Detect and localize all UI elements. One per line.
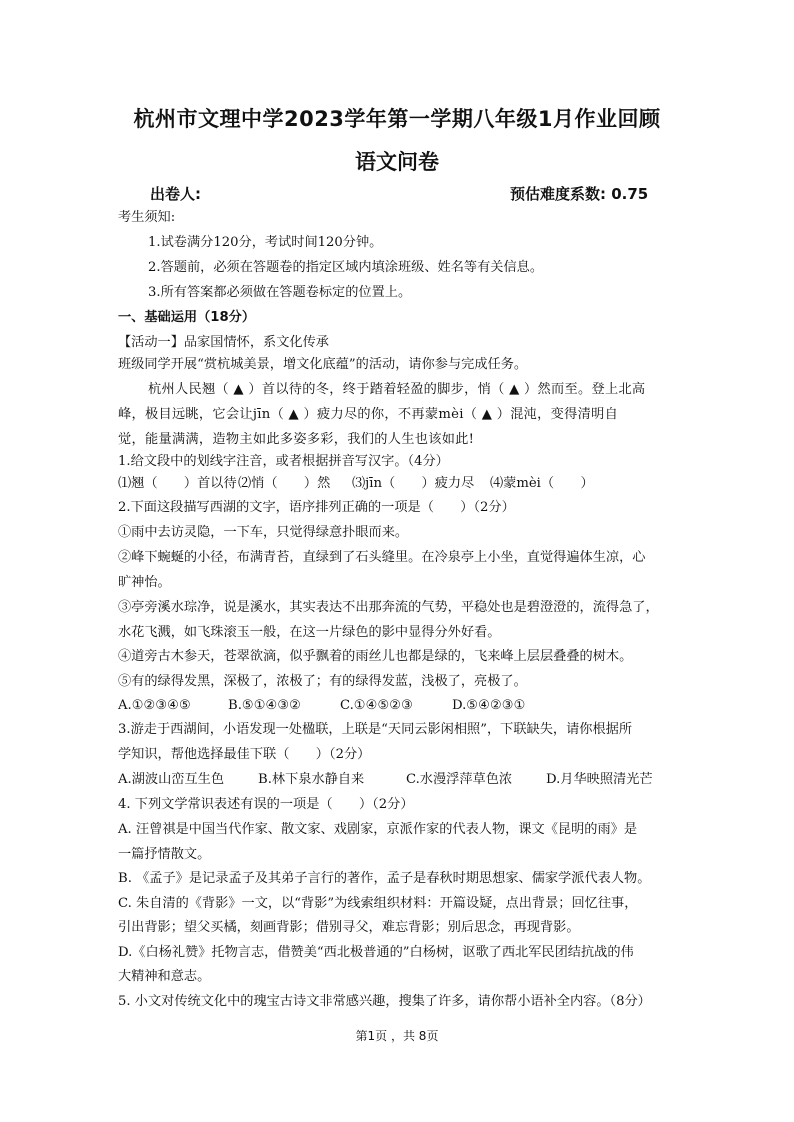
question-4-line: 大精神和意志。 xyxy=(118,969,211,984)
option: ⑵悄（ ）然 xyxy=(238,476,331,491)
notice-item: 3.所有答案都必须做在答题卷标定的位置上。 xyxy=(148,285,412,300)
option: ⑷蒙mèi（ ） xyxy=(490,476,594,491)
option: ⑶jīn（ ）疲力尽 xyxy=(352,476,475,491)
question-2-line: ④道旁古木参天，苍翠欲滴，似乎飘着的雨丝儿也都是绿的，飞来峰上层层叠叠的树木。 xyxy=(118,649,633,664)
question-4-line: C. 朱自清的《背影》一文，以“背影”为线索组织材料：开篇设疑，点出背景；回忆往事， xyxy=(118,896,638,911)
difficulty-label: 预估难度系数: 0.75 xyxy=(510,185,649,203)
question-4-stem: 4. 下列文学常识表述有误的一项是（ ）（2分） xyxy=(118,797,414,812)
passage-line: 觉，能量满满，造物主如此多姿多彩，我们的人生也该如此! xyxy=(118,432,475,447)
activity-intro: 班级同学开展“赏杭城美景，增文化底蕴”的活动，请你参与完成任务。 xyxy=(118,357,528,372)
option: ⑴翘（ ）首以待 xyxy=(118,476,237,491)
author-label: 出卷人: xyxy=(150,185,201,203)
question-1-options xyxy=(118,475,688,493)
question-3-stem: 3.游走于西湖间，小语发现一处楹联，上联是“天同云影闲相照”，下联缺失，请你根据所 xyxy=(118,722,632,737)
page-number: 第1页 ，共 8页 xyxy=(355,1029,439,1043)
option: B.⑤①④③② xyxy=(228,698,301,713)
question-3-options xyxy=(118,771,688,789)
question-4-line: A. 汪曾祺是中国当代作家、散文家、戏剧家，京派作家的代表人物，课文《昆明的雨》是 xyxy=(118,822,638,837)
question-5-stem: 5. 小文对传统文化中的瑰宝古诗文非常感兴趣，搜集了许多，请你帮小语补全内容。（8分） xyxy=(118,994,651,1009)
question-2-line: ⑤有的绿得发黑，深极了，浓极了；有的绿得发蓝，浅极了，亮极了。 xyxy=(118,674,527,689)
exam-subtitle: 语文问卷 xyxy=(355,150,439,174)
question-2-line: ①雨中去访灵隐，一下车，只觉得绿意扑眼而来。 xyxy=(118,525,409,540)
section-heading: 一、基础运用（18分） xyxy=(118,310,256,325)
option: C.水漫浮萍草色浓 xyxy=(406,772,513,787)
passage-line: 峰，极目远眺，它会让jīn（ ▲ ）疲力尽的你，不再蒙mèi（ ▲ ）混沌，变得清明自 xyxy=(118,407,619,422)
notice-item: 2.答题前，必须在答题卷的指定区域内填涂班级、姓名等有关信息。 xyxy=(148,260,544,275)
notice-item: 1.试卷满分120分，考试时间120分钟。 xyxy=(148,235,383,250)
question-2-options xyxy=(118,697,688,715)
question-2-line: 旷神怡。 xyxy=(118,575,171,590)
question-4-line: 一篇抒情散文。 xyxy=(118,847,211,862)
activity-heading: 【活动一】品家国情怀，系文化传承 xyxy=(118,335,329,350)
notice-heading: 考生须知: xyxy=(118,210,176,225)
question-4-line: D.《白杨礼赞》托物言志，借赞美“西北极普通的”白杨树，讴歌了西北军民团结抗战的伟 xyxy=(118,945,634,960)
question-2-line: ②峰下蜿蜒的小径，布满青苔，直绿到了石头缝里。在冷泉亭上小坐，直觉得遍体生凉，心 xyxy=(118,550,646,565)
option: D.月华映照清光芒 xyxy=(546,772,653,787)
question-2-stem: 2.下面这段描写西湖的文字，语序排列正确的一项是（ ）（2分） xyxy=(118,500,515,515)
question-2-line: 水花飞溅，如飞珠滚玉一般，在这一片绿色的影中显得分外好看。 xyxy=(118,625,501,640)
question-3-stem: 学知识，帮他选择最佳下联（ ）（2分） xyxy=(118,747,371,762)
option: D.⑤④②③① xyxy=(452,698,526,713)
question-4-line: B. 《孟子》是记录孟子及其弟子言行的著作，孟子是春秋时期思想家、儒家学派代表人物。 xyxy=(118,871,651,886)
passage-line: 杭州人民翘（ ▲ ）首以待的冬，终于踏着轻盈的脚步，悄（ ▲ ）然而至。登上北高 xyxy=(148,382,646,397)
option: A.①②③④⑤ xyxy=(118,698,191,713)
option: B.林下泉水静自来 xyxy=(258,772,365,787)
exam-title: 杭州市文理中学2023学年第一学期八年级1月作业回顾 xyxy=(133,107,661,131)
question-4-line: 引出背影；望父买橘，刻画背影；借别寻父，难忘背影；别后思念，再现背影。 xyxy=(118,920,580,935)
question-2-line: ③亭旁溪水琮净，说是溪水，其实表达不出那奔流的气势，平稳处也是碧澄澄的，流得急了， xyxy=(118,600,659,615)
option: C.①④⑤②③ xyxy=(340,698,413,713)
option: A.湖波山峦互生色 xyxy=(118,772,225,787)
question-1-stem: 1.给文段中的划线字注音，或者根据拼音写汉字。（4分） xyxy=(118,454,449,469)
